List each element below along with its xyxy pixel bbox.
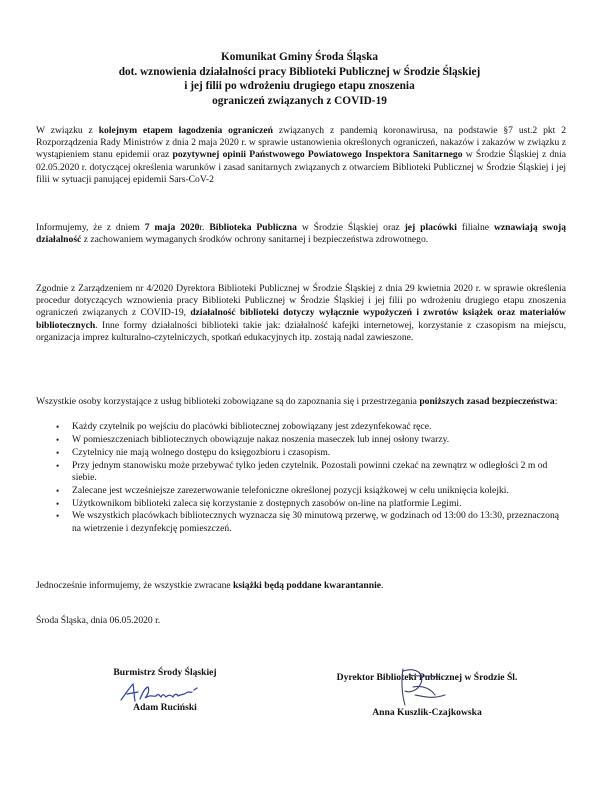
paragraph-legal-basis: W związku z kolejnym etapem łagodzenia ograniczeń związanych z pandemią koronawirusa, na podstawie §7 ust.2 pkt 2 Rozporządzenia Rady Ministrów z dnia 2 maja 2020 r. w sprawie ustanowienia określonych ograniczeń, nakazów i zakazów w związku z wystąpieniem stanu epidemii oraz pozytywnej opinii Państwowego Powiatowego Inspektora Sanitarnego w Środzie Śląskiej z dnia 02.05.2020 r. dotyczącej określenia warunków i zasad sanitarnych związanych z otwarciem Biblioteki Publicznej w Środzie Śląskiej i jej filii w sytuacji panującej epidemii Sars-CoV-2 [36,125,566,185]
safety-rule-item [56,485,564,497]
bullet-icon: • [56,511,60,522]
bullet-icon: • [56,434,60,445]
heading-line-3: i jej filii po wdrożeniu drugiego etapu znoszenia [184,80,415,93]
bullet-icon: • [56,422,60,432]
safety-rule-item [56,421,564,433]
safety-rule-item [56,510,564,534]
signature-name-director: Anna Kuszlik-Czajkowska [372,707,482,718]
safety-rule-text: Zalecane jest wcześniejsze zarezerwowanie telefoniczne określonej pozycji książkowej w celu uniknięcia kolejki. [72,484,509,496]
safety-rules-list [56,421,564,535]
bullet-icon: • [56,460,60,471]
safety-rule-item [56,460,564,484]
bullet-icon: • [56,447,60,458]
document-heading [40,50,559,108]
safety-rule-text: Przy jednym stanowisku może przebywać tylko jeden czytelnik. Pozostali powinni czekać na zewnątrz w odległości 2 m od siebie. [72,459,548,483]
handwritten-signature-director [385,665,455,709]
date-line: Środa Śląska, dnia 06.05.2020 r. [36,615,161,626]
paragraph-reopening: Informujemy, że z dniem 7 maja 2020r. Biblioteka Publiczna w Środzie Śląskiej oraz jej placówki filialne wznawiają swoją działalność z zachowaniem wymaganych środków ochrony sanitarnej i bezpieczeństwa zdrowotnego. [36,222,566,246]
heading-line-2: dot. wznowienia działalności pracy Biblioteki Publicznej w Środzie Śląskiej [118,65,481,78]
bullet-icon: • [56,485,60,496]
heading-line-1: Komunikat Gminy Środa Śląska [220,51,379,63]
safety-rule-item [56,434,564,446]
paragraph-regulation: Zgodnie z Zarządzeniem nr 4/2020 Dyrektora Biblioteki Publicznej w Środzie Śląskiej z dnia 29 kwietnia 2020 r. w sprawie określenia procedur dotyczących wznowienia pracy Biblioteki Publicznej w Środzie Śląskiej i jej filii po wdrożeniu drugiego etapu znoszenia ograniczeń związanych z COVID-19, działalność biblioteki dotyczy wyłącznie wypożyczeń i zwrotów książek oraz materiałów bibliotecznych. Inne formy działalności biblioteki takie jak: działalność kafejki internetowej, korzystanie z czasopism na miejscu, organizacja imprez kulturalno-czytelniczych, spotkań edukacyjnych itp. zostają nadal zawieszone. [36,283,566,343]
bullet-icon: • [56,498,60,509]
safety-rule-item [56,447,564,459]
paragraph-quarantine: Jednocześnie informujemy, że wszystkie zwracane książki będą poddane kwarantannie. [36,580,384,591]
paragraph-safety-intro: Wszystkie osoby korzystające z usług biblioteki zobowiązane są do zapoznania się i przestrzegania poniższych zasad bezpieczeństwa: [36,396,558,407]
signature-name-mayor: Adam Ruciński [133,702,197,713]
safety-rule-text: Każdy czytelnik po wejściu do placówki bibliotecznej zobowiązany jest zdezynfekować ręce. [72,421,432,432]
safety-rule-text: Użytkownikom biblioteki zaleca się korzystanie z dostępnych zasobów on-line na platformie Legimi. [72,497,462,509]
safety-rule-text: W pomieszczeniach bibliotecznych obowiązuje nakaz noszenia maseczek lub innej osłony twarzy. [72,433,450,445]
safety-rule-item [56,498,564,510]
safety-rule-text: Czytelnicy nie mają wolnego dostępu do księgozbioru i czasopism. [72,446,331,458]
handwritten-signature-mayor [118,681,213,705]
heading-line-4: ograniczeń związanych z COVID-19 [212,94,387,107]
signature-title-mayor: Burmistrz Środy Śląskiej [113,667,217,678]
signature-title-director: Dyrektor Biblioteki Publicznej w Środzie Śl. [336,672,518,683]
safety-rule-text: We wszystkich placówkach bibliotecznych wyznacza się 30 minutową przerwę, w godzinach od 13:00 do 13:30, przeznaczoną na wietrzenie i dezynfekcję pomieszczeń. [72,510,559,534]
